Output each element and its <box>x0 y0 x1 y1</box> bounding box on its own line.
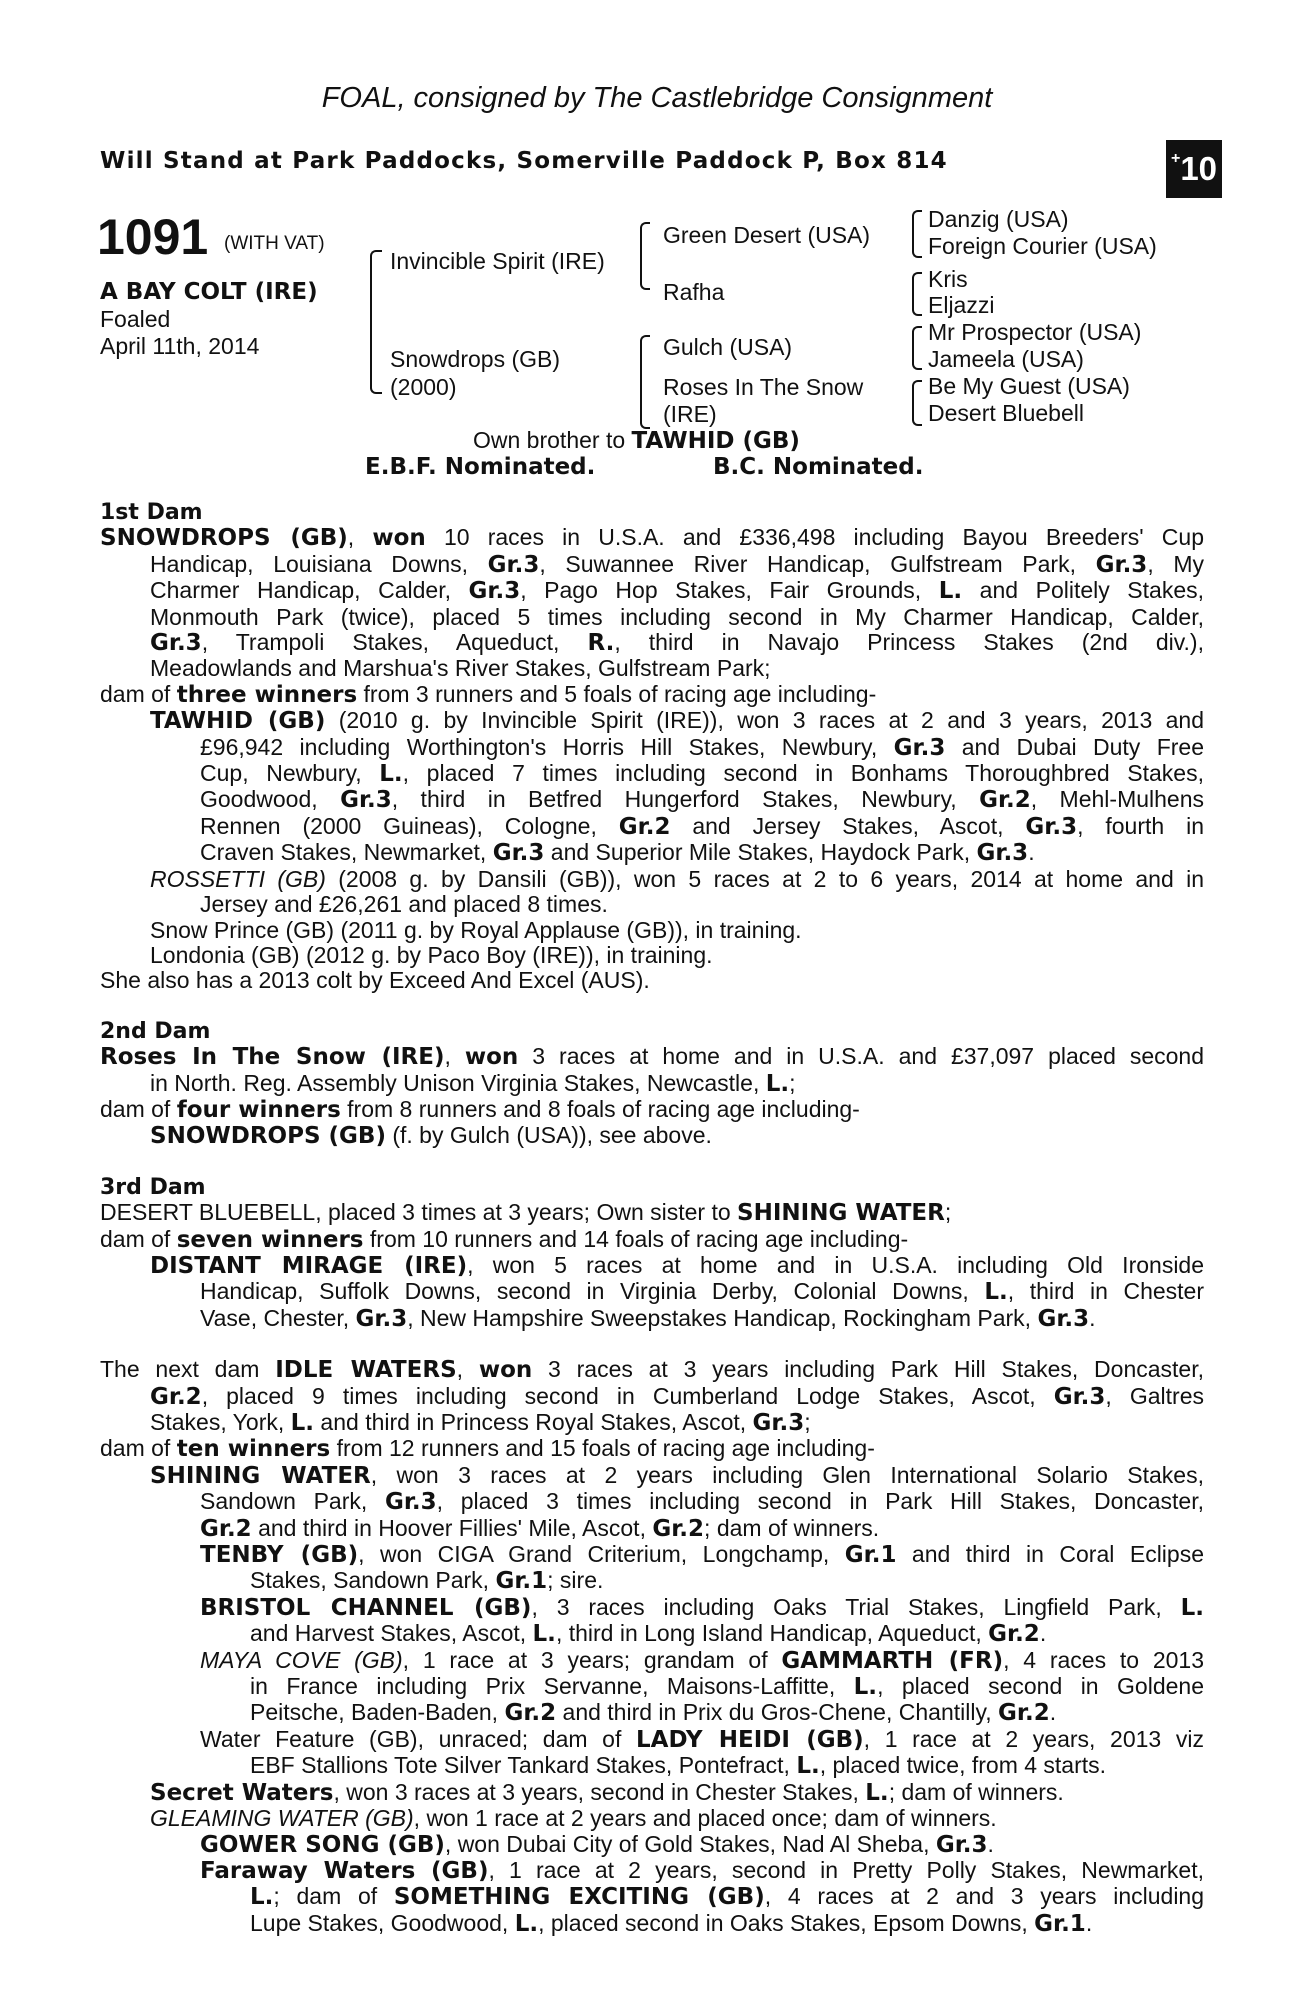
sire-dam: Rafha <box>663 279 725 305</box>
body-line: DESERT BLUEBELL, placed 3 times at 3 years; Own sister to SHINING WATER; <box>100 1199 952 1227</box>
body-line: Londonia (GB) (2012 g. by Paco Boy (IRE)), in training. <box>150 941 713 968</box>
body-line: Jersey and £26,261 and placed 8 times. <box>200 891 608 918</box>
vat-label: (WITH VAT) <box>224 233 325 254</box>
body-line: Gr.3, Trampoli Stakes, Aqueduct, R., third in Navajo Princess Stakes (2nd div.), <box>150 629 1204 657</box>
badge-number: 10 <box>1180 150 1218 187</box>
body-line: dam of seven winners from 10 runners and 14 foals of racing age including- <box>100 1225 909 1253</box>
body-line: BRISTOL CHANNEL (GB), 3 races including Oaks Trial Stakes, Lingfield Park, L. <box>200 1593 1204 1621</box>
body-line: and Harvest Stakes, Ascot, L., third in Long Island Handicap, Aqueduct, Gr.2. <box>250 1620 1047 1648</box>
spacer <box>100 994 1204 1019</box>
body-line: GLEAMING WATER (GB), won 1 race at 2 years and placed once; dam of winners. <box>150 1805 997 1832</box>
pedigree-g2: Foreign Courier (USA) <box>928 233 1157 259</box>
body-line: Roses In The Snow (IRE), won 3 races at home and in U.S.A. and £37,097 placed second <box>100 1043 1205 1071</box>
pedigree-g7: Be My Guest (USA) <box>928 373 1130 399</box>
body-line: in North. Reg. Assembly Unison Virginia Stakes, Newcastle, L.; <box>150 1069 796 1097</box>
ebf-nominated: E.B.F. Nominated. <box>365 454 596 480</box>
body-line: SNOWDROPS (GB), won 10 races in U.S.A. and £336,498 including Bayou Breeders' Cup <box>100 524 1205 552</box>
body-line: Peitsche, Baden-Baden, Gr.2 and third in Prix du Gros-Chene, Chantilly, Gr.2. <box>250 1699 1057 1727</box>
body-line: Rennen (2000 Guineas), Cologne, Gr.2 and Jersey Stakes, Ascot, Gr.3, fourth in <box>200 812 1204 840</box>
lot-badge <box>1166 140 1222 198</box>
body-line: Meadowlands and Marshua's River Stakes, Gulfstream Park; <box>150 655 771 682</box>
body-line: Craven Stakes, Newmarket, Gr.3 and Superior Mile Stakes, Haydock Park, Gr.3. <box>200 839 1035 867</box>
body-line: SNOWDROPS (GB) (f. by Gulch (USA)), see above. <box>150 1122 712 1150</box>
body-line: Stakes, York, L. and third in Princess Royal Stakes, Ascot, Gr.3; <box>150 1409 811 1436</box>
body-line: dam of three winners from 3 runners and 5 foals of racing age including- <box>100 680 877 708</box>
body-line: Handicap, Suffolk Downs, second in Virginia Derby, Colonial Downs, L., third in Chester <box>200 1278 1204 1306</box>
section-heading: 1st Dam <box>100 500 203 525</box>
pedigree-g8: Desert Bluebell <box>928 400 1084 426</box>
badge-plus: + <box>1170 150 1181 167</box>
body-line: Cup, Newbury, L., placed 7 times including second in Bonhams Thoroughbred Stakes, <box>200 760 1204 788</box>
dam-dam-2: (IRE) <box>663 401 717 427</box>
pedigree-g6: Jameela (USA) <box>928 346 1084 372</box>
spacer <box>100 1150 1204 1175</box>
lot-number: 1091 <box>97 209 209 265</box>
body-line: Lupe Stakes, Goodwood, L., placed second in Oaks Stakes, Epsom Downs, Gr.1. <box>250 1909 1093 1937</box>
dam-sire: Gulch (USA) <box>663 334 793 360</box>
pedigree-g3: Kris <box>928 266 968 292</box>
body-line: The next dam IDLE WATERS, won 3 races at 3 years including Park Hill Stakes, Doncaster, <box>100 1356 1204 1384</box>
body-line: Gr.2, placed 9 times including second in Cumberland Lodge Stakes, Ascot, Gr.3, Galtres <box>150 1382 1204 1410</box>
body-line: £96,942 including Worthington's Horris Hill Stakes, Newbury, Gr.3 and Dubai Duty Free <box>200 733 1204 761</box>
sire-sire: Green Desert (USA) <box>663 222 871 248</box>
pedigree-brace-g3 <box>912 326 922 370</box>
body-line: TAWHID (GB) (2010 g. by Invincible Spirit (IRE)), won 3 races at 2 and 3 years, 2013 and <box>150 707 1204 735</box>
body-line: Faraway Waters (GB), 1 race at 2 years, second in Pretty Polly Stakes, Newmarket, <box>200 1856 1204 1884</box>
body-line: Charmer Handicap, Calder, Gr.3, Pago Hop Stakes, Fair Grounds, L. and Politely Stakes, <box>150 577 1204 605</box>
body-line: Goodwood, Gr.3, third in Betfred Hungerford Stakes, Newbury, Gr.2, Mehl-Mulhens <box>200 786 1205 814</box>
own-brother-name: TAWHID (GB) <box>631 428 800 454</box>
body-line: EBF Stallions Tote Silver Tankard Stakes, Pontefract, L., placed twice, from 4 starts. <box>250 1752 1107 1780</box>
body-line: in France including Prix Servanne, Maisons-Laffitte, L., placed second in Goldene <box>250 1673 1204 1701</box>
horse-description: A BAY COLT (IRE) <box>100 279 318 305</box>
dam: Snowdrops (GB) <box>390 346 561 372</box>
body-line: ROSSETTI (GB) (2008 g. by Dansili (GB)), won 5 races at 2 to 6 years, 2014 at home and in <box>150 865 1204 892</box>
dam-dam: Roses In The Snow <box>663 374 864 400</box>
body-line: dam of ten winners from 12 runners and 15 foals of racing age including- <box>100 1435 875 1463</box>
pedigree-g5: Mr Prospector (USA) <box>928 319 1142 345</box>
pedigree-g4: Eljazzi <box>928 292 995 318</box>
body-line: MAYA COVE (GB), 1 race at 3 years; grandam of GAMMARTH (FR), 4 races to 2013 <box>200 1646 1204 1674</box>
dam-year: (2000) <box>390 374 457 400</box>
pedigree-brace-dam <box>640 335 650 429</box>
stand-location: Will Stand at Park Paddocks, Somerville Paddock P, Box 814 <box>100 148 948 174</box>
own-brother <box>473 427 800 454</box>
page-title: FOAL, consigned by The Castlebridge Consignment <box>321 82 993 114</box>
body-line: Secret Waters, won 3 races at 3 years, second in Chester Stakes, L.; dam of winners. <box>150 1778 1064 1806</box>
body-line: Stakes, Sandown Park, Gr.1; sire. <box>250 1567 604 1595</box>
pedigree-brace-g1 <box>912 210 922 258</box>
foaled-label: Foaled <box>100 306 171 332</box>
body-line: dam of four winners from 8 runners and 8 foals of racing age including- <box>100 1095 860 1123</box>
spacer <box>100 1332 1204 1357</box>
body-line: Water Feature (GB), unraced; dam of LADY HEIDI (GB), 1 race at 2 years, 2013 viz <box>200 1725 1204 1753</box>
body-line: SHINING WATER, won 3 races at 2 years including Glen International Solario Stakes, <box>150 1461 1204 1489</box>
body-line: DISTANT MIRAGE (IRE), won 5 races at home and in U.S.A. including Old Ironside <box>150 1251 1205 1279</box>
section-heading: 2nd Dam <box>100 1018 211 1044</box>
section-heading: 3rd Dam <box>100 1174 206 1200</box>
body-line: Handicap, Louisiana Downs, Gr.3, Suwannee River Handicap, Gulfstream Park, Gr.3, My <box>150 550 1204 578</box>
sire: Invincible Spirit (IRE) <box>390 248 605 274</box>
pedigree-brace-sire <box>640 222 650 290</box>
body-line: L.; dam of SOMETHING EXCITING (GB), 4 races at 2 and 3 years including <box>250 1883 1205 1911</box>
body-line: Vase, Chester, Gr.3, New Hampshire Sweepstakes Handicap, Rockingham Park, Gr.3. <box>200 1304 1096 1332</box>
foaled-date: April 11th, 2014 <box>100 333 260 359</box>
body-line: She also has a 2013 colt by Exceed And Excel (AUS). <box>100 967 650 994</box>
bc-nominated: B.C. Nominated. <box>713 454 924 480</box>
own-brother-label: Own brother to <box>473 427 626 453</box>
body-line: Sandown Park, Gr.3, placed 3 times including second in Park Hill Stakes, Doncaster, <box>200 1488 1204 1516</box>
pedigree-brace-g2 <box>912 272 922 316</box>
body-line: Gr.2 and third in Hoover Fillies' Mile, Ascot, Gr.2; dam of winners. <box>200 1514 880 1542</box>
pedigree-brace-main <box>370 250 382 394</box>
body-line: Snow Prince (GB) (2011 g. by Royal Applause (GB)), in training. <box>150 916 802 943</box>
body-line: GOWER SONG (GB), won Dubai City of Gold Stakes, Nad Al Sheba, Gr.3. <box>200 1830 994 1858</box>
body-line: TENBY (GB), won CIGA Grand Criterium, Longchamp, Gr.1 and third in Coral Eclipse <box>200 1541 1204 1569</box>
pedigree-g1: Danzig (USA) <box>928 206 1069 232</box>
catalogue-body <box>100 500 1204 1937</box>
body-line: Monmouth Park (twice), placed 5 times including second in My Charmer Handicap, Calder, <box>150 603 1204 630</box>
pedigree-brace-g4 <box>912 380 922 426</box>
